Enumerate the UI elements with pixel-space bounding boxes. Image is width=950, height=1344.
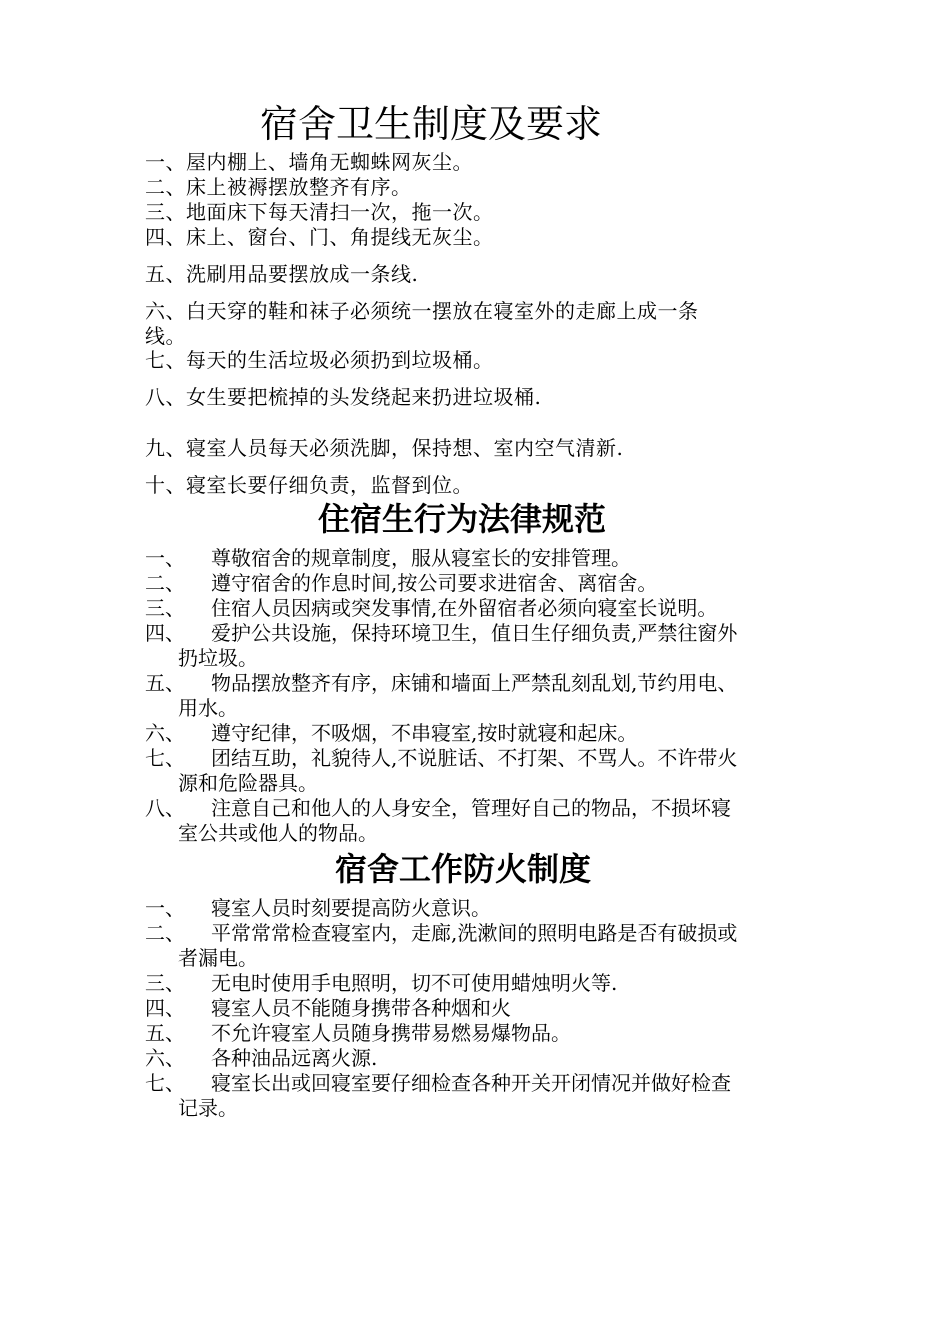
rule-text: 寝室人员时刻要提高防火意识。: [211, 896, 491, 920]
conduct-rule: [145, 596, 810, 621]
fire-rule-continuation: [178, 1096, 810, 1121]
rule-number: 一、: [145, 896, 185, 920]
rule-number: 二、: [145, 571, 185, 595]
hygiene-rule-continuation: 线。: [145, 324, 186, 348]
rule-text: 团结互助，礼貌待人,不说脏话、不打架、不骂人。不许带火: [211, 746, 738, 770]
rule-number: 六、: [145, 721, 185, 745]
fire-rule: [145, 971, 810, 996]
rule-text: 物品摆放整齐有序，床铺和墙面上严禁乱刻乱划,节约用电、: [211, 671, 738, 695]
rule-number: 六、: [145, 1046, 185, 1070]
rule-text: 不允许寝室人员随身携带易燃易爆物品。: [211, 1021, 571, 1045]
rule-number: 三、: [145, 971, 185, 995]
conduct-rule-continuation: [178, 771, 810, 796]
conduct-rule: [145, 671, 810, 696]
rule-number: 四、: [145, 996, 185, 1020]
rule-text: 无电时使用手电照明，切不可使用蜡烛明火等.: [211, 971, 618, 995]
fire-rule: [145, 896, 810, 921]
rule-text: 遵守宿舍的作息时间,按公司要求进宿舍、离宿舍。: [211, 571, 658, 595]
rule-text: 住宿人员因病或突发事情,在外留宿者必须向寝室长说明。: [211, 596, 718, 620]
hygiene-rule: 七、每天的生活垃圾必须扔到垃圾桶。: [145, 348, 494, 372]
hygiene-title: 宿舍卫生制度及要求: [260, 102, 603, 146]
conduct-rule: [145, 796, 810, 821]
rule-text-continuation: 室公共或他人的物品。: [178, 821, 378, 845]
rule-number: 一、: [145, 546, 185, 570]
conduct-rule: [145, 546, 810, 571]
hygiene-rule: 三、地面床下每天清扫一次，拖一次。: [145, 200, 494, 224]
rule-text: 尊敬宿舍的规章制度，服从寝室长的安排管理。: [211, 546, 631, 570]
rule-text-continuation: 者漏电。: [178, 946, 258, 970]
rule-text: 注意自己和他人的人身安全，管理好自己的物品，不损坏寝: [211, 796, 731, 820]
rule-text: 寝室人员不能随身携带各种烟和火: [211, 996, 511, 1020]
rule-number: 二、: [145, 921, 185, 945]
rule-text-continuation: 源和危险器具。: [178, 771, 318, 795]
fire-safety-title: 宿舍工作防火制度: [335, 850, 592, 888]
conduct-rule: [145, 571, 810, 596]
rule-text-continuation: 扔垃圾。: [178, 646, 258, 670]
rule-text: 爱护公共设施，保持环境卫生，值日生仔细负责,严禁往窗外: [211, 621, 738, 645]
rule-number: 七、: [145, 1071, 185, 1095]
conduct-rule-continuation: [178, 696, 810, 721]
conduct-rule-continuation: [178, 646, 810, 671]
hygiene-rule: 八、女生要把梳掉的头发绕起来扔进垃圾桶.: [145, 385, 542, 409]
fire-rule: [145, 996, 810, 1021]
hygiene-rule: 九、寝室人员每天必须洗脚，保持想、室内空气清新.: [145, 436, 624, 460]
hygiene-rule: 四、床上、窗台、门、角提线无灰尘。: [145, 225, 494, 249]
fire-rule: [145, 1071, 810, 1096]
rule-text: 各种油品远离火源.: [211, 1046, 378, 1070]
conduct-rule-continuation: [178, 821, 810, 846]
conduct-rule: [145, 621, 810, 646]
hygiene-rule: 二、床上被褥摆放整齐有序。: [145, 175, 412, 199]
conduct-rule: [145, 721, 810, 746]
fire-rule-continuation: [178, 946, 810, 971]
hygiene-rule: 十、寝室长要仔细负责，监督到位。: [145, 473, 473, 497]
rule-text: 平常常常检查寝室内，走廊,洗漱间的照明电路是否有破损或: [211, 921, 738, 945]
hygiene-rule: 五、洗刷用品要摆放成一条线.: [145, 262, 419, 286]
fire-rule: [145, 1021, 810, 1046]
rule-number: 四、: [145, 621, 185, 645]
rule-text: 遵守纪律，不吸烟，不串寝室,按时就寝和起床。: [211, 721, 638, 745]
rule-number: 五、: [145, 671, 185, 695]
rule-text-continuation: 用水。: [178, 696, 238, 720]
fire-rule: [145, 1046, 810, 1071]
rule-number: 七、: [145, 746, 185, 770]
rule-number: 三、: [145, 596, 185, 620]
rule-text-continuation: 记录。: [178, 1096, 238, 1120]
hygiene-rule: 一、屋内棚上、墙角无蜘蛛网灰尘。: [145, 150, 473, 174]
conduct-rule: [145, 746, 810, 771]
conduct-title: 住宿生行为法律规范: [318, 500, 607, 538]
rule-number: 五、: [145, 1021, 185, 1045]
hygiene-rule: 六、白天穿的鞋和袜子必须统一摆放在寝室外的走廊上成一条: [145, 299, 699, 323]
rule-text: 寝室长出或回寝室要仔细检查各种开关开闭情况并做好检查: [211, 1071, 731, 1095]
rule-number: 八、: [145, 796, 185, 820]
fire-rule: [145, 921, 810, 946]
